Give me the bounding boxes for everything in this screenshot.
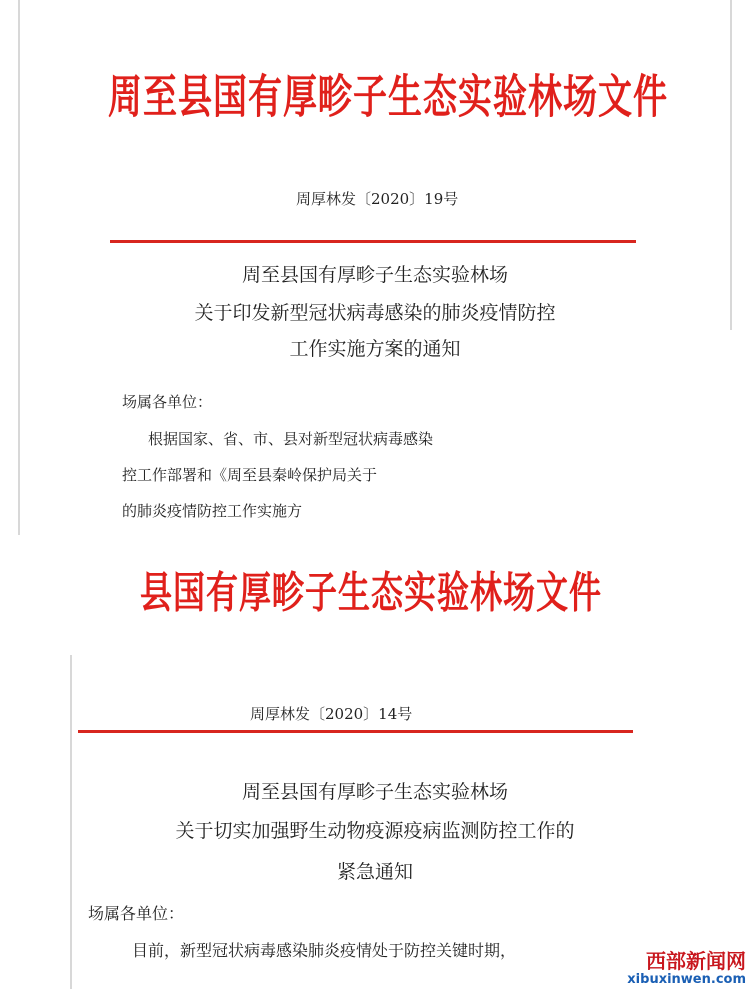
red-divider	[78, 730, 633, 733]
document-header-title: 周至县国有厚畛子生态实验林场文件	[108, 70, 668, 125]
body-line: 根据国家、省、市、县对新型冠状病毒感染	[148, 430, 434, 448]
body-line: 控工作部署和《周至县秦岭保护局关于	[122, 466, 378, 484]
notice-title-line-1: 周至县国有厚畛子生态实验林场	[241, 781, 508, 803]
document-header-title: 县国有厚畛子生态实验林场文件	[140, 567, 603, 619]
watermark-site-name: 西部新闻网	[646, 949, 746, 973]
body-line: 目前，新型冠状病毒感染肺炎疫情处于防控关键时期，	[132, 941, 517, 960]
red-divider	[110, 240, 636, 243]
document-number: 周厚林发〔2020〕19号	[296, 190, 459, 208]
salutation: 场属各单位：	[88, 904, 185, 923]
site-watermark	[627, 950, 746, 987]
notice-title-line-1: 周至县国有厚畛子生态实验林场	[241, 264, 508, 286]
salutation: 场属各单位：	[122, 393, 213, 411]
document-page-bottom	[0, 535, 750, 989]
notice-title-line-3: 工作实施方案的通知	[289, 338, 461, 360]
notice-title-line-2: 关于切实加强野生动物疫源疫病监测防控工作的	[175, 820, 575, 842]
notice-title-line-3: 紧急通知	[336, 861, 413, 883]
body-line: 的肺炎疫情防控工作实施方	[122, 502, 303, 520]
watermark-site-url: xibuxinwen.com	[627, 972, 746, 987]
notice-title-line-2: 关于印发新型冠状病毒感染的肺炎疫情防控	[194, 302, 556, 324]
document-number: 周厚林发〔2020〕14号	[250, 705, 413, 723]
